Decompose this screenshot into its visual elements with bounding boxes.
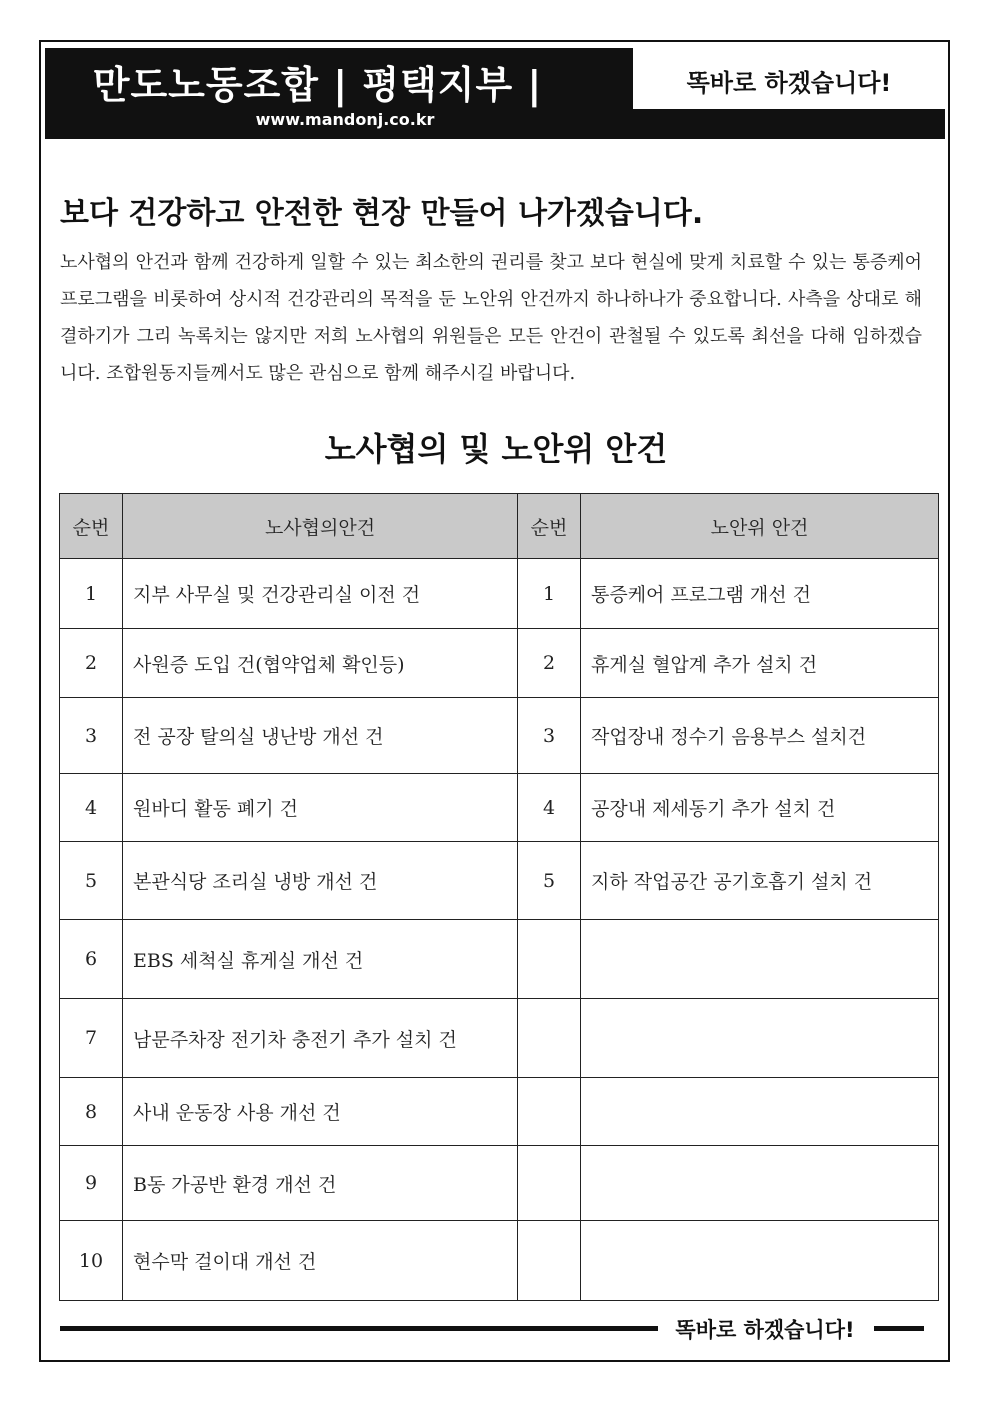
labor-agenda-item: 남문주차장 전기차 충전기 추가 설치 건	[123, 999, 518, 1078]
row-number	[518, 999, 581, 1078]
table-row	[60, 774, 939, 842]
row-number	[518, 1221, 581, 1301]
row-number: 10	[60, 1221, 123, 1301]
labor-agenda-item: 현수막 걸이대 개선 건	[123, 1221, 518, 1301]
table-row	[60, 1078, 939, 1146]
safety-agenda-item	[581, 1221, 939, 1301]
agenda-table	[59, 493, 939, 1301]
row-number	[518, 1146, 581, 1221]
table-row	[60, 999, 939, 1078]
table-row	[60, 1146, 939, 1221]
table-row	[60, 698, 939, 774]
section-title: 노사협의 및 노안위 안건	[324, 430, 668, 468]
row-number: 4	[518, 774, 581, 842]
row-number: 2	[60, 629, 123, 698]
row-number: 8	[60, 1078, 123, 1146]
safety-agenda-item: 통증케어 프로그램 개선 건	[581, 559, 939, 629]
labor-agenda-item: 사내 운동장 사용 개선 건	[123, 1078, 518, 1146]
table-row	[60, 920, 939, 999]
row-number: 7	[60, 999, 123, 1078]
col-header-number-1: 순번	[60, 494, 123, 559]
row-number: 1	[518, 559, 581, 629]
labor-agenda-item: B동 가공반 환경 개선 건	[123, 1146, 518, 1221]
header-slogan: 똑바로 하겠습니다!	[686, 69, 892, 97]
safety-agenda-item: 지하 작업공간 공기호흡기 설치 건	[581, 842, 939, 920]
intro-paragraph: 노사협의 안건과 함께 건강하게 일할 수 있는 최소한의 권리를 찾고 보다 현실에 맞게 치료할 수 있는 통증케어 프로그램을 비롯하여 상시적 건강관리의 목적을 둔 노안위 안건까지 하나하나가 중요합니다. 사측을 상대로 해결하기가 그리 녹록치는 않지만 저희 노사협의 위원들은 모든 안건이 관철될 수 있도록 최선을 다해 임하겠습니다. 조합원동지들께서도 많은 관심으로 함께 해주시길 바랍니다.	[60, 252, 922, 384]
header-title: 만도노동조합 | 평택지부 |	[92, 63, 543, 107]
safety-agenda-item	[581, 1146, 939, 1221]
row-number: 4	[60, 774, 123, 842]
headline: 보다 건강하고 안전한 현장 만들어 나가겠습니다.	[60, 196, 704, 231]
labor-agenda-item: EBS 세척실 휴게실 개선 건	[123, 920, 518, 999]
row-number: 3	[60, 698, 123, 774]
table-row	[60, 842, 939, 920]
header-url[interactable]: www.mandonj.co.kr	[255, 110, 435, 129]
col-header-labor-agenda: 노사협의안건	[123, 494, 518, 559]
safety-agenda-item: 휴게실 혈압계 추가 설치 건	[581, 629, 939, 698]
labor-agenda-item: 사원증 도입 건(협약업체 확인등)	[123, 629, 518, 698]
col-header-number-2: 순번	[518, 494, 581, 559]
safety-agenda-item: 공장내 제세동기 추가 설치 건	[581, 774, 939, 842]
row-number	[518, 1078, 581, 1146]
col-header-safety-agenda: 노안위 안건	[581, 494, 939, 559]
row-number: 5	[518, 842, 581, 920]
row-number: 3	[518, 698, 581, 774]
labor-agenda-item: 원바디 활동 폐기 건	[123, 774, 518, 842]
footer-divider-right	[874, 1326, 924, 1331]
row-number: 9	[60, 1146, 123, 1221]
row-number: 1	[60, 559, 123, 629]
labor-agenda-item: 본관식당 조리실 냉방 개선 건	[123, 842, 518, 920]
table-header-row	[60, 494, 939, 559]
safety-agenda-item	[581, 920, 939, 999]
safety-agenda-item: 작업장내 정수기 음용부스 설치건	[581, 698, 939, 774]
table-row	[60, 629, 939, 698]
safety-agenda-item	[581, 999, 939, 1078]
labor-agenda-item: 지부 사무실 및 건강관리실 이전 건	[123, 559, 518, 629]
safety-agenda-item	[581, 1078, 939, 1146]
footer-divider-left	[60, 1326, 658, 1331]
row-number: 5	[60, 842, 123, 920]
row-number: 6	[60, 920, 123, 999]
table-row	[60, 1221, 939, 1301]
footer-slogan: 똑바로 하겠습니다!	[675, 1318, 855, 1342]
table-row	[60, 559, 939, 629]
row-number	[518, 920, 581, 999]
labor-agenda-item: 전 공장 탈의실 냉난방 개선 건	[123, 698, 518, 774]
row-number: 2	[518, 629, 581, 698]
